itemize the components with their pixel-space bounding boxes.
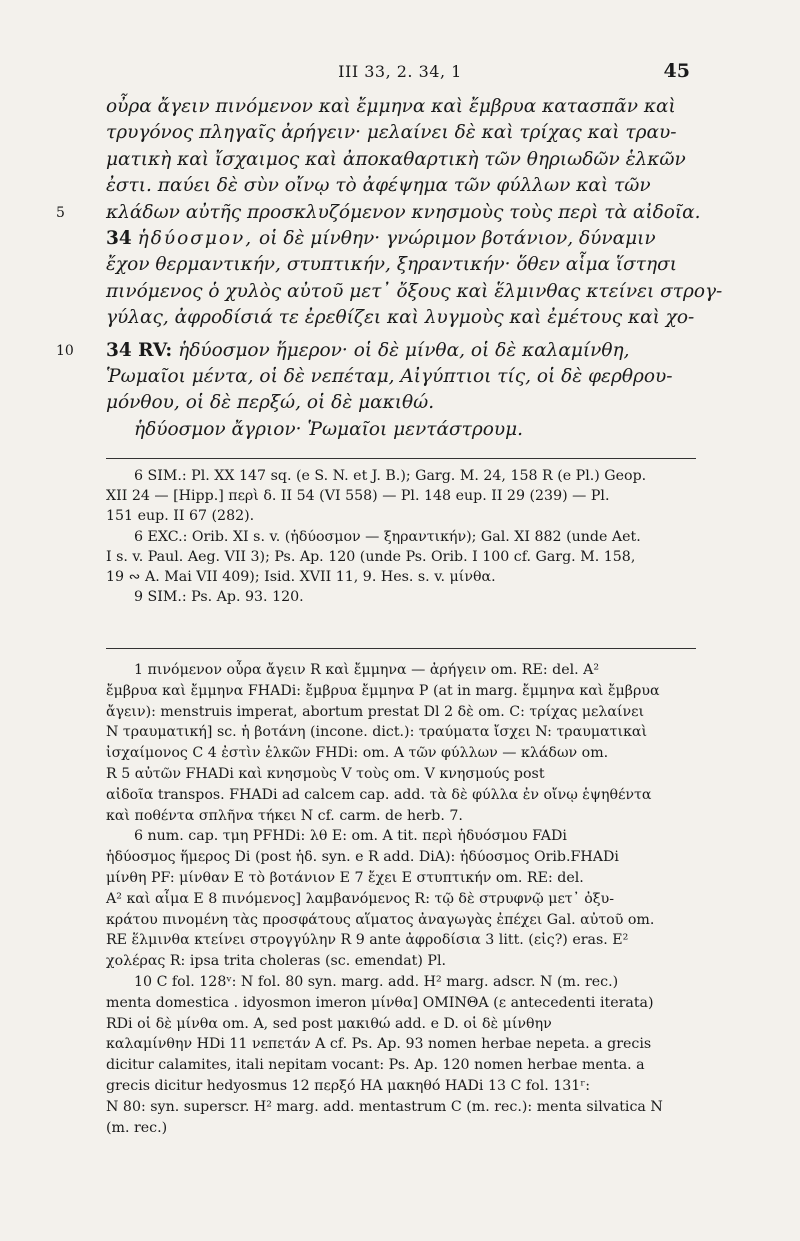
apparatus-line: dicitur calamites, itali nepitam vocant: Ps. Ap. 120 nomen herbae menta. a xyxy=(106,1057,645,1074)
apparatus-line: αἰδοῖα transpos. FHADi ad calcem cap. add. τὰ δὲ φύλλα ἐν οἴνῳ ἑψηθέντα xyxy=(106,786,652,803)
line-text: τρυγόνος πληγαῖς ἀρήγειν· μελαίνει δὲ καὶ τρίχας καὶ τραυ- xyxy=(106,122,677,144)
apparatus-line: RE ἕλμινθα κτείνει στρογγύλην R 9 ante ἀφροδίσια 3 litt. (εἰς?) eras. E² xyxy=(106,932,629,949)
apparatus-line: N τραυματική] sc. ἡ βοτάνη (incone. dict.): τραύματα ἴσχει N: τραυματικαὶ xyxy=(106,724,648,741)
apparatus-line: καὶ ποθέντα σπλῆνα τήκει N cf. carm. de herb. 7. xyxy=(106,807,463,824)
line-text: οὖρα ἄγειν πινόμενον καὶ ἔμμηνα καὶ ἔμβρυα κατασπᾶν καὶ xyxy=(106,96,676,117)
source-line: 151 eup. II 67 (282). xyxy=(106,508,255,525)
apparatus-line: A² καὶ αἷμα E 8 πινόμενος] λαμβανόμενος R: τῷ δὲ στρυφνῷ μετ᾿ ὀξυ- xyxy=(106,890,615,907)
apparatus-line: ἰσχαίμονος C 4 ἐστὶν ἑλκῶν FHDi: om. A τῶν φύλλων — κλάδων om. xyxy=(106,745,609,762)
line-text: πινόμενος ὁ χυλὸς αὐτοῦ μετ᾿ ὄξους καὶ ἕλμινθας κτείνει στρογ- xyxy=(106,280,723,302)
line-text: γύλας, ἀφροδίσιά τε ἐρεθίζει καὶ λυγμοὺς καὶ ἐμέτους καὶ χο- xyxy=(106,307,695,329)
apparatus-line: κράτου πινομένη τὰς προσφάτους αἵματος ἀναγωγὰς ἐπέχει Gal. αὐτοῦ om. xyxy=(106,911,655,928)
line-text: ἡδύοσμον ἥμερον· οἱ δὲ μίνθα, οἱ δὲ καλαμίνθη, xyxy=(172,339,630,361)
line-text: οἱ δὲ μίνθην· γνώριμον βοτάνιον, δύναμιν xyxy=(253,228,656,250)
text-line xyxy=(106,417,696,443)
page-number: 45 xyxy=(663,60,690,82)
rv-label: 34 RV: xyxy=(106,339,173,361)
line-text: ἐστι. παύει δὲ σὺν οἴνῳ τὸ ἀφέψημα τῶν φύλλων καὶ τῶν xyxy=(106,175,651,197)
source-line: 19 ∾ A. Mai VII 409); Isid. XVII 11, 9. Hes. s. v. μίνθα. xyxy=(106,569,496,586)
text-line xyxy=(106,120,696,146)
main-text xyxy=(56,94,723,443)
text-line xyxy=(106,364,696,390)
apparatus-line: menta domestica . idyosmon imeron μίνθα] ΟΜΙΝΘΑ (ε antecedenti iterata) xyxy=(106,994,654,1011)
text-line xyxy=(106,305,696,331)
critical-apparatus xyxy=(106,660,698,1138)
source-line: 6 EXC.: Orib. XI s. v. (ἡδύοσμον — ξηραντικήν); Gal. XI 882 (unde Aet. xyxy=(134,528,641,545)
text-line xyxy=(106,390,696,416)
section-number: 34 xyxy=(106,228,132,250)
section-divider xyxy=(106,458,696,459)
running-head: III 33, 2. 34, 1 xyxy=(338,62,462,81)
section-divider xyxy=(106,648,696,649)
apparatus-line: grecis dicitur hedyosmus 12 περξό HA μακηθό HADi 13 C fol. 131ʳ: xyxy=(106,1077,591,1094)
text-line xyxy=(106,279,723,305)
line-text: ἡδύοσμον ἄγριον· Ῥωμαῖοι μεντάστρουμ. xyxy=(134,418,524,440)
apparatus-line: (m. rec.) xyxy=(106,1119,168,1136)
source-line: 9 SIM.: Ps. Ap. 93. 120. xyxy=(134,589,304,606)
apparatus-line: χολέρας R: ipsa trita choleras (sc. emendat) Pl. xyxy=(106,953,447,970)
line-text: κλάδων αὐτῆς προσκλυζόμενον κνησμοὺς τοὺς περὶ τὰ αἰδοῖα. xyxy=(106,201,701,223)
apparatus-line: ἄγειν): menstruis imperat, abortum prestat Dl 2 δὲ om. C: τρίχας μελαίνει xyxy=(106,703,645,720)
source-line: 6 SIM.: Pl. XX 147 sq. (e S. N. et J. B.); Garg. M. 24, 158 R (e Pl.) Geop. xyxy=(134,468,647,484)
text-line xyxy=(106,252,696,278)
text-line xyxy=(106,147,696,173)
line-text: ἔχον θερμαντικήν, στυπτικήν, ξηραντικήν· ὅθεν αἷμα ἵστησι xyxy=(106,254,677,276)
section-lemma: ἡδύοσμον, xyxy=(137,228,254,250)
text-line xyxy=(106,173,696,199)
line-text: ματικὴ καὶ ἴσχαιμος καὶ ἀποκαθαρτικὴ τῶν θηριωδῶν ἑλκῶν xyxy=(106,148,686,170)
apparatus-line: ἡδύοσμος ἥμερος Di (post ἡδ. syn. e R add. DiA): ἡδύοσμος Orib.FHADi xyxy=(106,849,619,866)
text-line xyxy=(56,200,701,226)
sources-apparatus xyxy=(106,466,698,607)
apparatus-line: καλαμίνθην HDi 11 νεπετάν A cf. Ps. Ap. 93 nomen herbae nepeta. a grecis xyxy=(106,1036,652,1053)
line-text: μόνθου, οἱ δὲ περξώ, οἱ δὲ μακιθώ. xyxy=(106,392,435,414)
apparatus-line: 10 C fol. 128ᵛ: N fol. 80 syn. marg. add. H² marg. adscr. N (m. rec.) xyxy=(134,973,619,990)
apparatus-line: ἔμβρυα καὶ ἔμμηνα FHADi: ἔμβρυα ἔμμηνα P (at in marg. ἔμμηνα καὶ ἔμβρυα xyxy=(106,682,660,699)
apparatus-line: RDi οἱ δὲ μίνθα om. A, sed post μακιθώ add. e D. οἱ δὲ μίνθην xyxy=(106,1015,552,1032)
line-number: 10 xyxy=(56,342,74,359)
rv-line xyxy=(56,338,696,364)
line-text: Ῥωμαῖοι μέντα, οἱ δὲ νεπέταμ, Αἰγύπτιοι τίς, οἱ δὲ φερθρου- xyxy=(106,366,673,388)
source-line: XII 24 — [Hipp.] περὶ δ. II 54 (VI 558) — Pl. 148 eup. II 29 (239) — Pl. xyxy=(106,488,610,505)
line-number: 5 xyxy=(56,204,65,221)
text-line xyxy=(106,94,696,120)
apparatus-line: 1 πινόμενον οὖρα ἄγειν R καὶ ἔμμηνα — ἀρήγειν om. RE: del. A² xyxy=(134,662,600,678)
apparatus-line: N 80: syn. superscr. H² marg. add. mentastrum C (m. rec.): menta silvatica N xyxy=(106,1098,663,1115)
page-header xyxy=(0,60,800,90)
apparatus-line: R 5 αὐτῶν FHADi καὶ κνησμοὺς V τοὺς om. V κνησμούς post xyxy=(106,765,545,782)
section-34-line xyxy=(106,226,696,252)
apparatus-line: μίνθη PF: μίνθαν E τὸ βοτάνιον E 7 ἔχει E στυπτικήν om. RE: del. xyxy=(106,869,584,886)
source-line: I s. v. Paul. Aeg. VII 3); Ps. Ap. 120 (unde Ps. Orib. I 100 cf. Garg. M. 158, xyxy=(106,548,636,565)
apparatus-line: 6 num. cap. τμη PFHDi: λθ E: om. A tit. περὶ ἡδυόσμου FADi xyxy=(134,828,567,845)
